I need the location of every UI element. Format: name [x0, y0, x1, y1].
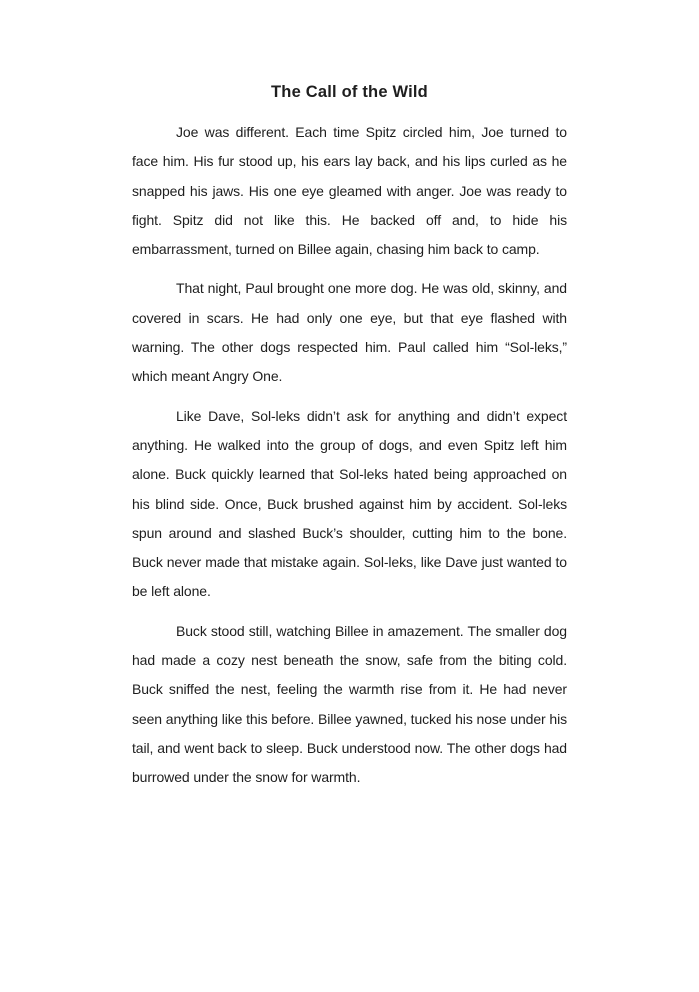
document-title: The Call of the Wild	[271, 83, 428, 101]
paragraph-2: That night, Paul brought one more dog. He was old, skinny, and covered in scars. He had only one eye, but that eye flashed with warning. The other dogs respected him. Paul called him “Sol-leks,” which meant Angry One.	[132, 280, 567, 385]
paragraph-3: Like Dave, Sol-leks didn’t ask for anything and didn’t expect anything. He walked into the group of dogs, and even Spitz left him alone. Buck quickly learned that Sol-leks hated being approached on his blind side. Once, Buck brushed against him by accident. Sol-leks spun around and slashed Buck’s shoulder, cutting him to the bone. Buck never made that mistake again. Sol-leks, like Dave just wanted to be left alone.	[132, 407, 567, 600]
paragraph-1: Joe was different. Each time Spitz circled him, Joe turned to face him. His fur stood up, his ears lay back, and his lips curled as he snapped his jaws. His one eye gleamed with anger. Joe was ready to fight. Spitz did not like this. He backed off and, to hide his embarrassment, turned on Billee again, chasing him back to camp.	[132, 124, 567, 258]
paragraph-4: Buck stood still, watching Billee in amazement. The smaller dog had made a cozy nest beneath the snow, safe from the biting cold. Buck sniffed the nest, feeling the warmth rise from it. He had never seen anything like this before. Billee yawned, tucked his nose under his tail, and went back to sleep. Buck understood now. The other dogs had burrowed under the snow for warmth.	[132, 622, 567, 786]
